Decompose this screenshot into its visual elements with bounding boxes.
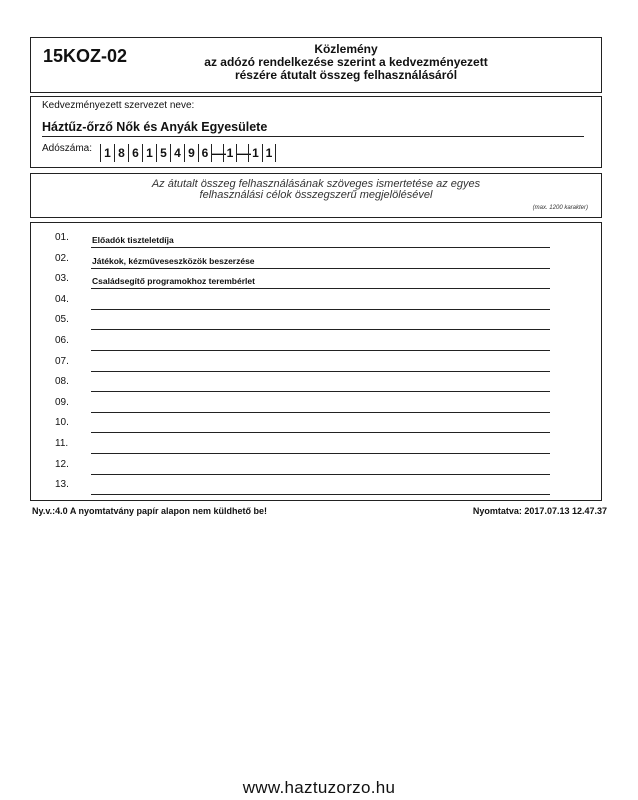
tax-number-digit: 6 [198,144,212,162]
tax-number-separator: — [237,145,251,161]
list-row [31,333,601,353]
max-characters-note: (max. 1200 karakter) [532,205,588,211]
row-underline [91,247,550,248]
description-section [30,173,602,218]
row-number: 06. [55,335,69,346]
row-underline [91,391,550,392]
footer-print-date: Nyomtatva: 2017.07.13 12.47.37 [472,506,607,516]
form-title [151,43,541,82]
list-row [31,251,601,271]
row-number: 09. [55,396,69,408]
organization-name: Háztűz-őrző Nők és Anyák Egyesülete [42,120,268,134]
row-number: 03. [55,273,69,285]
row-number: 01. [55,232,69,243]
tax-number-label: Adószáma: [42,143,93,154]
list-row [31,230,601,250]
row-underline [91,309,550,310]
list-row [31,312,601,332]
organization-name-label: Kedvezményezett szervezet neve: [42,100,195,111]
list-row [31,271,601,291]
row-underline [91,371,550,372]
row-underline [91,329,550,330]
list-row [31,354,601,374]
tax-number-separator: — [212,145,226,161]
row-number: 10. [55,417,69,429]
tax-number-digit: 1 [248,144,262,162]
list-row [31,457,601,477]
website-watermark: www.haztuzorzo.hu [242,778,396,797]
organization-name-underline [42,136,584,137]
usage-list [30,222,602,501]
row-number: 13. [55,479,69,491]
tax-number-digit: 8 [114,144,128,162]
row-number: 07. [55,355,69,367]
row-underline [91,432,550,433]
list-row [31,415,601,435]
tax-number-digit: 1 [142,144,156,162]
row-number: 05. [55,314,69,326]
title-line: az adózó rendelkezése szerint a kedvezményezett [204,55,488,69]
row-underline [91,288,550,289]
row-underline [91,453,550,454]
footer-version-note: Ny.v.:4.0 A nyomtatvány papír alapon nem küldhető be! [32,506,268,516]
row-number: 04. [55,293,69,305]
row-underline [91,494,550,495]
row-number: 08. [55,376,69,388]
list-row [31,374,601,394]
title-line: részére átutalt összeg felhasználásáról [234,68,458,82]
row-text: Játékok, kézműveseszközök beszerzése [92,255,255,266]
row-number: 12. [55,458,69,470]
row-number: 02. [55,252,69,264]
organization-section [30,96,602,168]
tax-number-boxes [100,143,276,163]
tax-number-digit: 4 [170,144,184,162]
form-code: 15KOZ-02 [43,46,128,66]
tax-number-digit: 6 [128,144,142,162]
list-row [31,292,601,312]
row-text: Előadók tiszteletdíja [92,235,174,245]
tax-number-digit: 5 [156,144,170,162]
row-underline [91,412,550,413]
list-row [31,477,601,497]
tax-number-digit: 1 [100,144,114,162]
form-header [30,37,602,93]
title-line: Közlemény [314,42,378,56]
tax-number-digit: 1 [223,144,237,162]
row-number: 11. [55,438,69,449]
description-line: Az átutalt összeg felhasználásának szöveges ismertetése az egyes [151,178,481,190]
description-text [71,179,561,201]
row-underline [91,268,550,269]
tax-number-digit: 9 [184,144,198,162]
list-row [31,395,601,415]
description-line: felhasználási célok összegszerű megjelölésével [199,189,433,201]
row-underline [91,474,550,475]
tax-number-digit: 1 [262,144,276,162]
row-text: Családsegítő programokhoz terembérlet [92,276,255,287]
list-row [31,436,601,456]
row-underline [91,350,550,351]
